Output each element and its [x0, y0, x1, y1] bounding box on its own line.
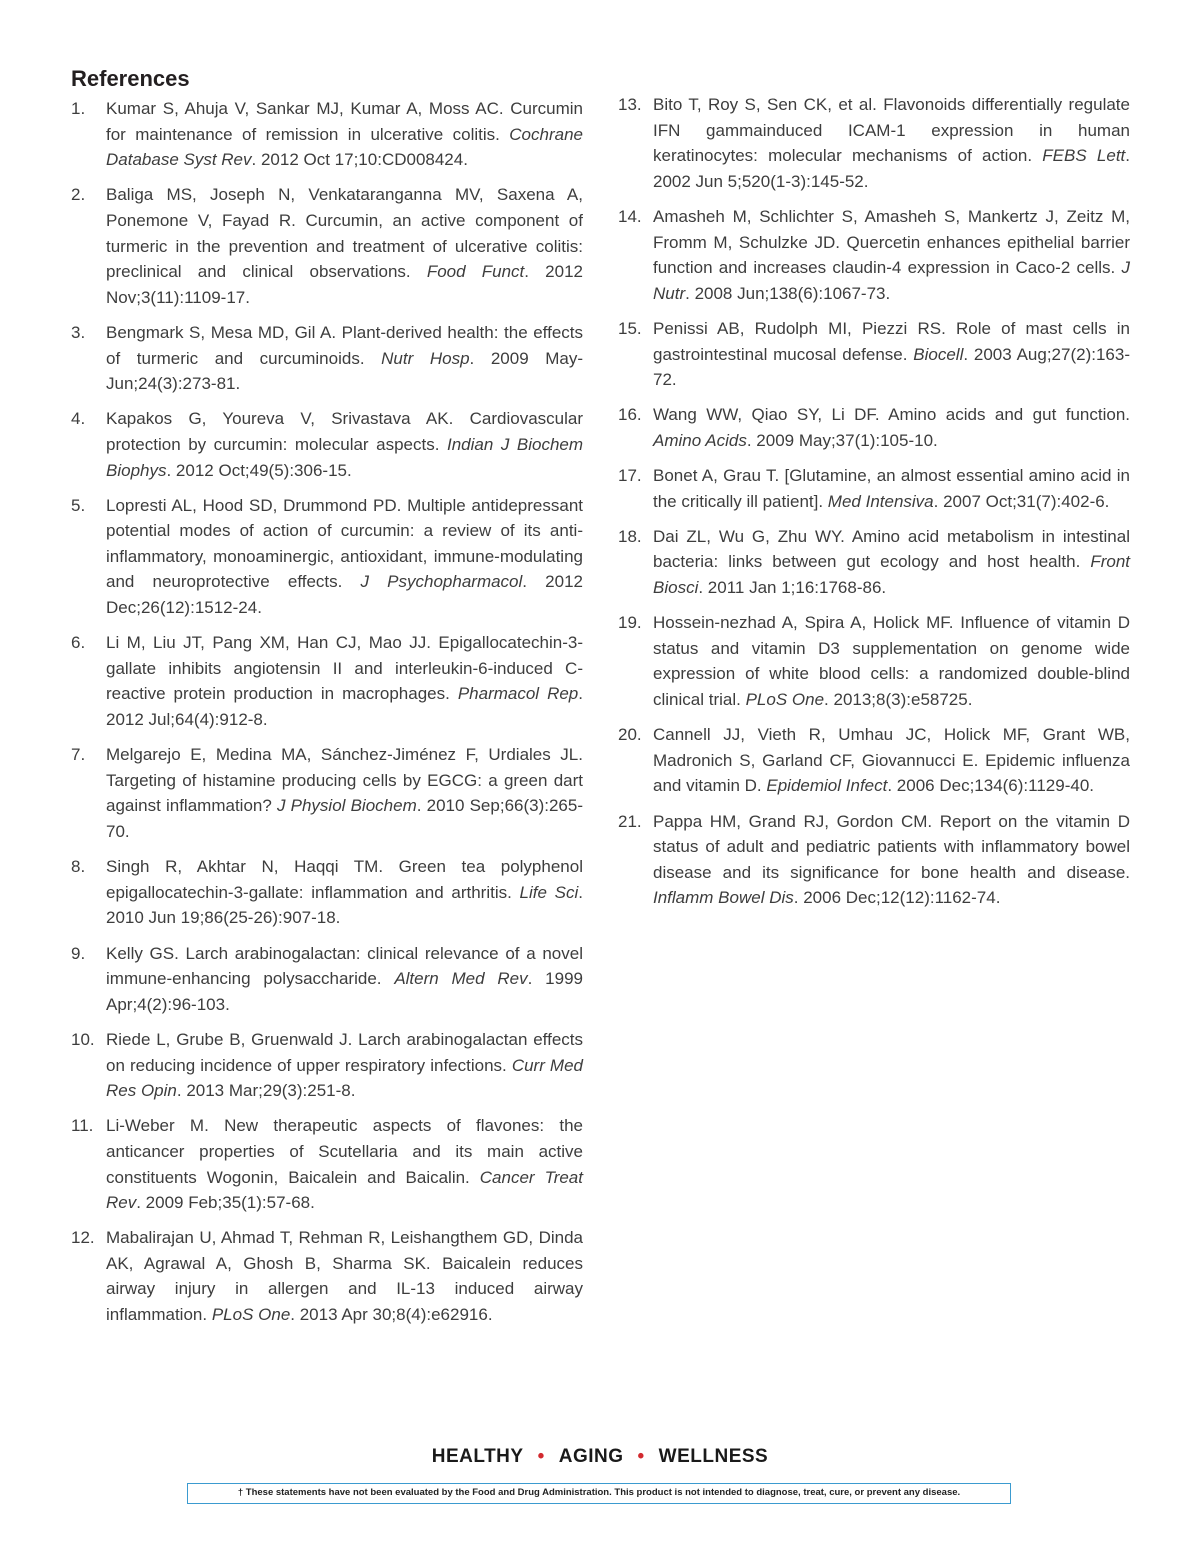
reference-details: . 2012 Oct;49(5):306-15.	[166, 460, 352, 480]
reference-journal: Front Biosci	[653, 552, 1130, 598]
reference-number: 18.	[618, 526, 642, 546]
reference-citation: Wang WW, Qiao SY, Li DF. Amino acids and gut function.	[653, 405, 1130, 425]
reference-number: 6.	[71, 633, 86, 653]
reference-journal: Pharmacol Rep	[457, 684, 579, 704]
reference-journal: Curr Med Res Opin	[106, 1055, 583, 1101]
reference-item	[71, 96, 583, 173]
reference-citation: Kumar S, Ahuja V, Sankar MJ, Kumar A, Moss AC. Curcumin for maintenance of remission in ulcerative colitis.	[106, 99, 583, 144]
reference-citation: Amasheh M, Schlichter S, Amasheh S, Mankertz J, Zeitz M, Fromm M, Schulzke JD. Quercetin enhances epithelial barrier function and increases claudin-4 expression in Caco-2 cells.	[653, 206, 1130, 278]
tagline-separator: •	[637, 1446, 645, 1467]
reference-details: . 2003 Aug;27(2):163-72.	[653, 344, 1130, 390]
reference-number: 15.	[618, 318, 642, 338]
reference-journal: FEBS Lett	[1042, 146, 1126, 166]
reference-citation: Hossein-nezhad A, Spira A, Holick MF. Influence of vitamin D status and vitamin D3 supplementation on genome wide expression of white blood cells: a randomized double-blind clinical trial.	[653, 613, 1130, 710]
references-heading: References	[71, 66, 190, 91]
reference-number: 9.	[71, 943, 86, 963]
fda-disclaimer: † These statements have not been evaluated by the Food and Drug Administration. This product is not intended to diagnose, treat, cure, or prevent any disease.	[187, 1483, 1011, 1504]
reference-item	[71, 406, 583, 483]
tagline-word-aging: AGING	[558, 1446, 624, 1467]
reference-journal: PLoS One	[745, 690, 825, 710]
reference-item	[618, 92, 1130, 194]
reference-citation: Bito T, Roy S, Sen CK, et al. Flavonoids differentially regulate IFN gammainduced ICAM-1 expression in human keratinocytes: molecular mechanisms of action.	[653, 95, 1130, 166]
reference-number: 16.	[618, 405, 642, 425]
reference-citation: Kapakos G, Youreva V, Srivastava AK. Cardiovascular protection by curcumin: molecular aspects.	[106, 409, 583, 454]
reference-details: . 2012 Oct 17;10:CD008424.	[251, 150, 468, 170]
reference-item	[71, 1225, 583, 1327]
reference-item	[618, 402, 1130, 453]
reference-number: 7.	[71, 745, 86, 765]
reference-item	[71, 493, 583, 621]
reference-details: . 2012 Dec;26(12):1512-24.	[106, 572, 583, 618]
reference-number: 11.	[71, 1116, 94, 1136]
references-column-left	[71, 96, 583, 1337]
reference-citation: Lopresti AL, Hood SD, Drummond PD. Multiple antidepressant potential modes of action of curcumin: a review of its anti-inflammatory, monoaminergic, antioxidant, immune-modulating and neuroprotective effects.	[106, 495, 583, 592]
reference-item	[71, 854, 583, 931]
reference-journal: Cancer Treat Rev	[106, 1167, 583, 1213]
reference-journal: Epidemiol Infect	[766, 776, 888, 796]
reference-number: 12.	[71, 1228, 95, 1248]
references-column-right	[618, 92, 1130, 921]
reference-citation: Pappa HM, Grand RJ, Gordon CM. Report on the vitamin D status of adult and pediatric patients with inflammatory bowel disease and its significance for bone health and disease.	[653, 811, 1130, 882]
reference-journal: Inflamm Bowel Dis	[653, 888, 794, 908]
reference-journal: Indian J Biochem Biophys	[106, 434, 584, 480]
footer-tagline	[0, 1446, 1200, 1468]
reference-number: 3.	[71, 322, 86, 342]
reference-number: 8.	[71, 857, 86, 877]
reference-journal: Life Sci	[519, 882, 579, 902]
reference-item	[71, 320, 583, 397]
reference-details: . 2011 Jan 1;16:1768-86.	[698, 578, 887, 598]
reference-citation: Riede L, Grube B, Gruenwald J. Larch arabinogalactan effects on reducing incidence of upper respiratory infections.	[106, 1029, 583, 1075]
reference-details: . 2010 Jun 19;86(25-26):907-18.	[106, 882, 583, 928]
reference-citation: Penissi AB, Rudolph MI, Piezzi RS. Role of mast cells in gastrointestinal mucosal defense.	[653, 318, 1130, 364]
reference-item	[71, 1027, 583, 1104]
reference-item	[71, 742, 583, 844]
reference-citation: Li-Weber M. New therapeutic aspects of flavones: the anticancer properties of Scutellaria and its main active constituents Wogonin, Baicalein and Baicalin.	[106, 1116, 583, 1187]
reference-journal: Altern Med Rev	[394, 969, 528, 989]
reference-details: . 2013 Apr 30;8(4):e62916.	[290, 1305, 493, 1325]
reference-details: . 2012 Nov;3(11):1109-17.	[106, 262, 583, 307]
reference-number: 21.	[618, 811, 642, 831]
reference-item	[618, 722, 1130, 799]
tagline-separator: •	[537, 1446, 545, 1467]
reference-item	[618, 463, 1130, 514]
reference-item	[618, 610, 1130, 712]
reference-number: 5.	[71, 495, 86, 515]
reference-number: 20.	[618, 725, 642, 745]
reference-journal: Food Funct	[426, 262, 525, 282]
reference-journal: Cochrane Database Syst Rev	[106, 124, 583, 170]
reference-item	[71, 941, 583, 1018]
reference-item	[618, 316, 1130, 393]
reference-item	[618, 524, 1130, 601]
reference-details: . 2007 Oct;31(7):402-6.	[933, 491, 1110, 511]
reference-item	[71, 182, 583, 310]
reference-details: . 2008 Jun;138(6):1067-73.	[685, 283, 891, 303]
reference-citation: Bonet A, Grau T. [Glutamine, an almost essential amino acid in the critically ill patient].	[653, 466, 1130, 511]
reference-journal: J Physiol Biochem	[276, 796, 417, 816]
reference-details: . 2013;8(3):e58725.	[824, 690, 973, 710]
reference-number: 10.	[71, 1029, 95, 1049]
reference-item	[618, 809, 1130, 911]
tagline-word-wellness: WELLNESS	[658, 1446, 769, 1467]
tagline-word-healthy: HEALTHY	[431, 1446, 524, 1467]
reference-number: 14.	[618, 206, 642, 226]
reference-citation: Melgarejo E, Medina MA, Sánchez-Jiménez F, Urdiales JL. Targeting of histamine producing cells by EGCG: a green dart against inflammation?	[106, 745, 583, 816]
reference-journal: Med Intensiva	[827, 491, 934, 511]
reference-journal: J Nutr	[653, 258, 1130, 303]
reference-citation: Mabalirajan U, Ahmad T, Rehman R, Leishangthem GD, Dinda AK, Agrawal A, Ghosh B, Sharma SK. Baicalein reduces airway injury in allergen and IL-13 induced airway inflammation.	[106, 1228, 583, 1325]
reference-item	[618, 204, 1130, 306]
reference-details: . 2012 Jul;64(4):912-8.	[106, 684, 583, 730]
reference-number: 4.	[71, 409, 86, 429]
reference-details: . 1999 Apr;4(2):96-103.	[106, 969, 583, 1014]
reference-number: 1.	[71, 99, 86, 118]
reference-details: . 2006 Dec;134(6):1129-40.	[887, 776, 1094, 796]
reference-details: . 2010 Sep;66(3):265-70.	[106, 796, 583, 841]
reference-citation: Bengmark S, Mesa MD, Gil A. Plant-derived health: the effects of turmeric and curcuminoids.	[106, 322, 583, 368]
reference-citation: Baliga MS, Joseph N, Venkataranganna MV, Saxena A, Ponemone V, Fayad R. Curcumin, an active component of turmeric in the prevention and treatment of ulcerative colitis: preclinical and clinical observations.	[106, 185, 583, 282]
reference-details: . 2013 Mar;29(3):251-8.	[176, 1081, 356, 1101]
reference-citation: Li M, Liu JT, Pang XM, Han CJ, Mao JJ. Epigallocatechin-3-gallate inhibits angiotensin II and interleukin-6-induced C-reactive protein production in macrophages.	[106, 633, 583, 704]
reference-item	[71, 630, 583, 732]
reference-details: . 2009 May;37(1):105-10.	[746, 430, 938, 450]
reference-details: . 2006 Dec;12(12):1162-74.	[793, 888, 1001, 908]
reference-number: 2.	[71, 185, 86, 205]
reference-journal: PLoS One	[211, 1305, 291, 1325]
reference-details: . 2009 May-Jun;24(3):273-81.	[106, 348, 584, 394]
reference-citation: Singh R, Akhtar N, Haqqi TM. Green tea polyphenol epigallocatechin-3-gallate: inflammation and arthritis.	[106, 857, 583, 902]
reference-details: . 2009 Feb;35(1):57-68.	[136, 1193, 315, 1213]
reference-citation: Dai ZL, Wu G, Zhu WY. Amino acid metabolism in intestinal bacteria: links between gut ecology and host health.	[653, 526, 1130, 572]
reference-details: . 2002 Jun 5;520(1-3):145-52.	[653, 146, 1130, 191]
reference-citation: Kelly GS. Larch arabinogalactan: clinical relevance of a novel immune-enhancing polysaccharide.	[106, 943, 583, 989]
reference-citation: Cannell JJ, Vieth R, Umhau JC, Holick MF, Grant WB, Madronich S, Garland CF, Giovannucci E. Epidemic influenza and vitamin D.	[653, 725, 1130, 796]
reference-item	[71, 1113, 583, 1215]
reference-number: 19.	[618, 613, 642, 633]
reference-journal: Amino Acids	[653, 430, 747, 450]
reference-journal: Nutr Hosp	[381, 348, 470, 368]
reference-number: 17.	[618, 466, 642, 486]
reference-journal: Biocell	[913, 344, 964, 364]
reference-journal: J Psychopharmacol	[360, 572, 523, 592]
reference-number: 13.	[618, 95, 642, 114]
